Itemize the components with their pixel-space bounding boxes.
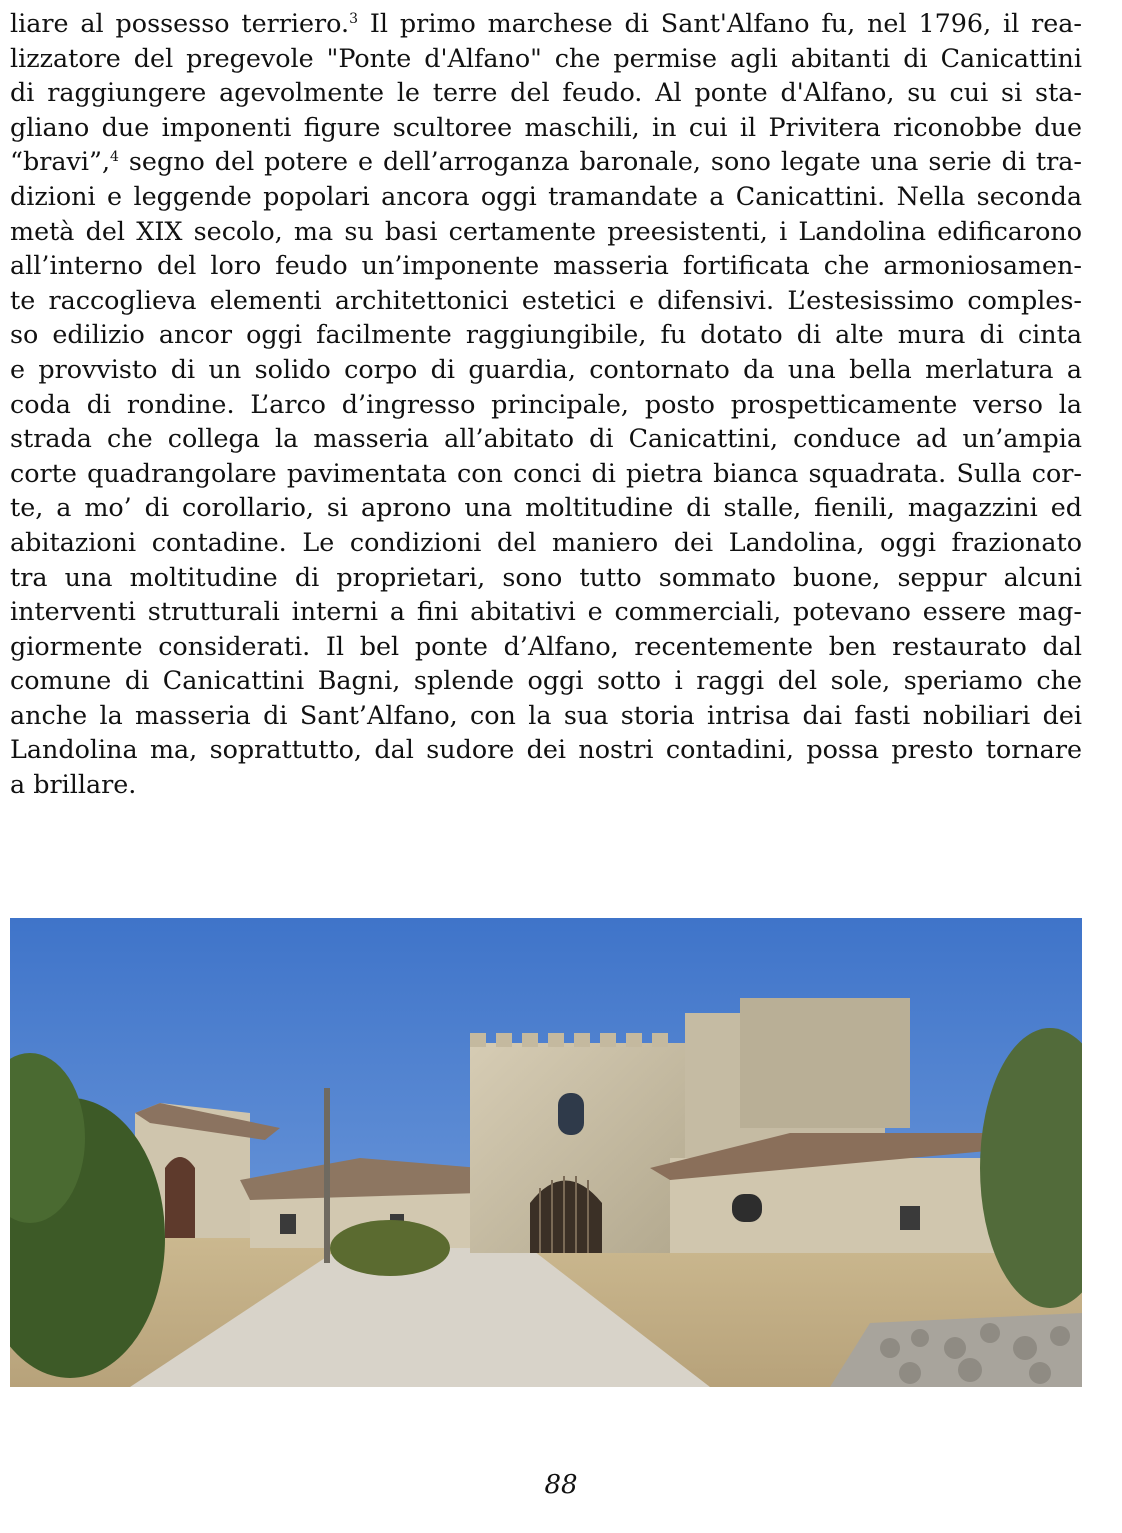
page-number: 88 (544, 1470, 578, 1500)
text-line: di raggiungere agevolmente le terre del feudo. Al ponte d'Alfano, su cui si sta- (10, 77, 1082, 108)
text-line: te, a mo’ di corollario, si aprono una moltitudine di stalle, fienili, magazzini ed (10, 492, 1082, 523)
text-line: tra una moltitudine di proprietari, sono tutto sommato buone, seppur alcuni (10, 561, 1082, 592)
text-line: abitazioni contadine. Le condizioni del maniero dei Landolina, oggi frazionato (10, 526, 1082, 557)
utility-pole (324, 1088, 330, 1263)
text-line: “bravi”,$^4$ segno del potere e dell’arroganza baronale, sono legate una serie di tra- (10, 146, 1082, 177)
text-line: comune di Canicattini Bagni, splende oggi sotto i raggi del sole, speriamo che (10, 665, 1082, 696)
text-line: coda di rondine. L’arco d’ingresso principale, posto prospetticamente verso la (10, 388, 1082, 419)
text-line: so edilizio ancor oggi facilmente raggiungibile, fu dotato di alte mura di cinta (10, 319, 1082, 350)
footnote-ref: 3 (349, 11, 359, 27)
text-line: te raccoglieva elementi architettonici estetici e difensivi. L’estesissimo comples- (10, 284, 1082, 315)
text-line: metà del XIX secolo, ma su basi certamente preesistenti, i Landolina edificarono (10, 215, 1082, 246)
text-line: a brillare. (10, 769, 137, 800)
text-line: e provvisto di un solido corpo di guardia, contornato da una bella merlatura a (10, 353, 1082, 384)
footnote-ref: 4 (110, 149, 119, 166)
text-line: lizzatore del pregevole "Ponte d'Alfano" che permise agli abitanti di Canicattini (10, 42, 1082, 73)
text-line: liare al possesso terriero.$^3$ Il primo marchese di Sant'Alfano fu, nel 1796, il rea- (10, 8, 1083, 38)
text-line: anche la masseria di Sant’Alfano, con la sua storia intrisa dai fasti nobiliari dei (10, 699, 1082, 730)
text-line: corte quadrangolare pavimentata con conci di pietra bianca squadrata. Sulla cor- (10, 457, 1082, 488)
text-line: strada che collega la masseria all’abitato di Canicattini, conduce ad un’ampia (10, 423, 1082, 454)
body-text (10, 6, 1082, 802)
text-line: giormente considerati. Il bel ponte d’Alfano, recentemente ben restaurato dal (10, 630, 1082, 661)
masseria-photo (10, 918, 1082, 1387)
text-line: interventi strutturali interni a fini abitativi e commerciali, potevano essere mag- (10, 596, 1082, 627)
text-line: dizioni e leggende popolari ancora oggi tramandate a Canicattini. Nella seconda (10, 180, 1082, 211)
text-line: Landolina ma, soprattutto, dal sudore dei nostri contadini, possa presto tornare (10, 734, 1082, 765)
text-line: all’interno del loro feudo un’imponente masseria fortificata che armoniosamen- (10, 250, 1082, 281)
text-line: gliano due imponenti figure scultoree maschili, in cui il Privitera riconobbe due (10, 111, 1082, 142)
